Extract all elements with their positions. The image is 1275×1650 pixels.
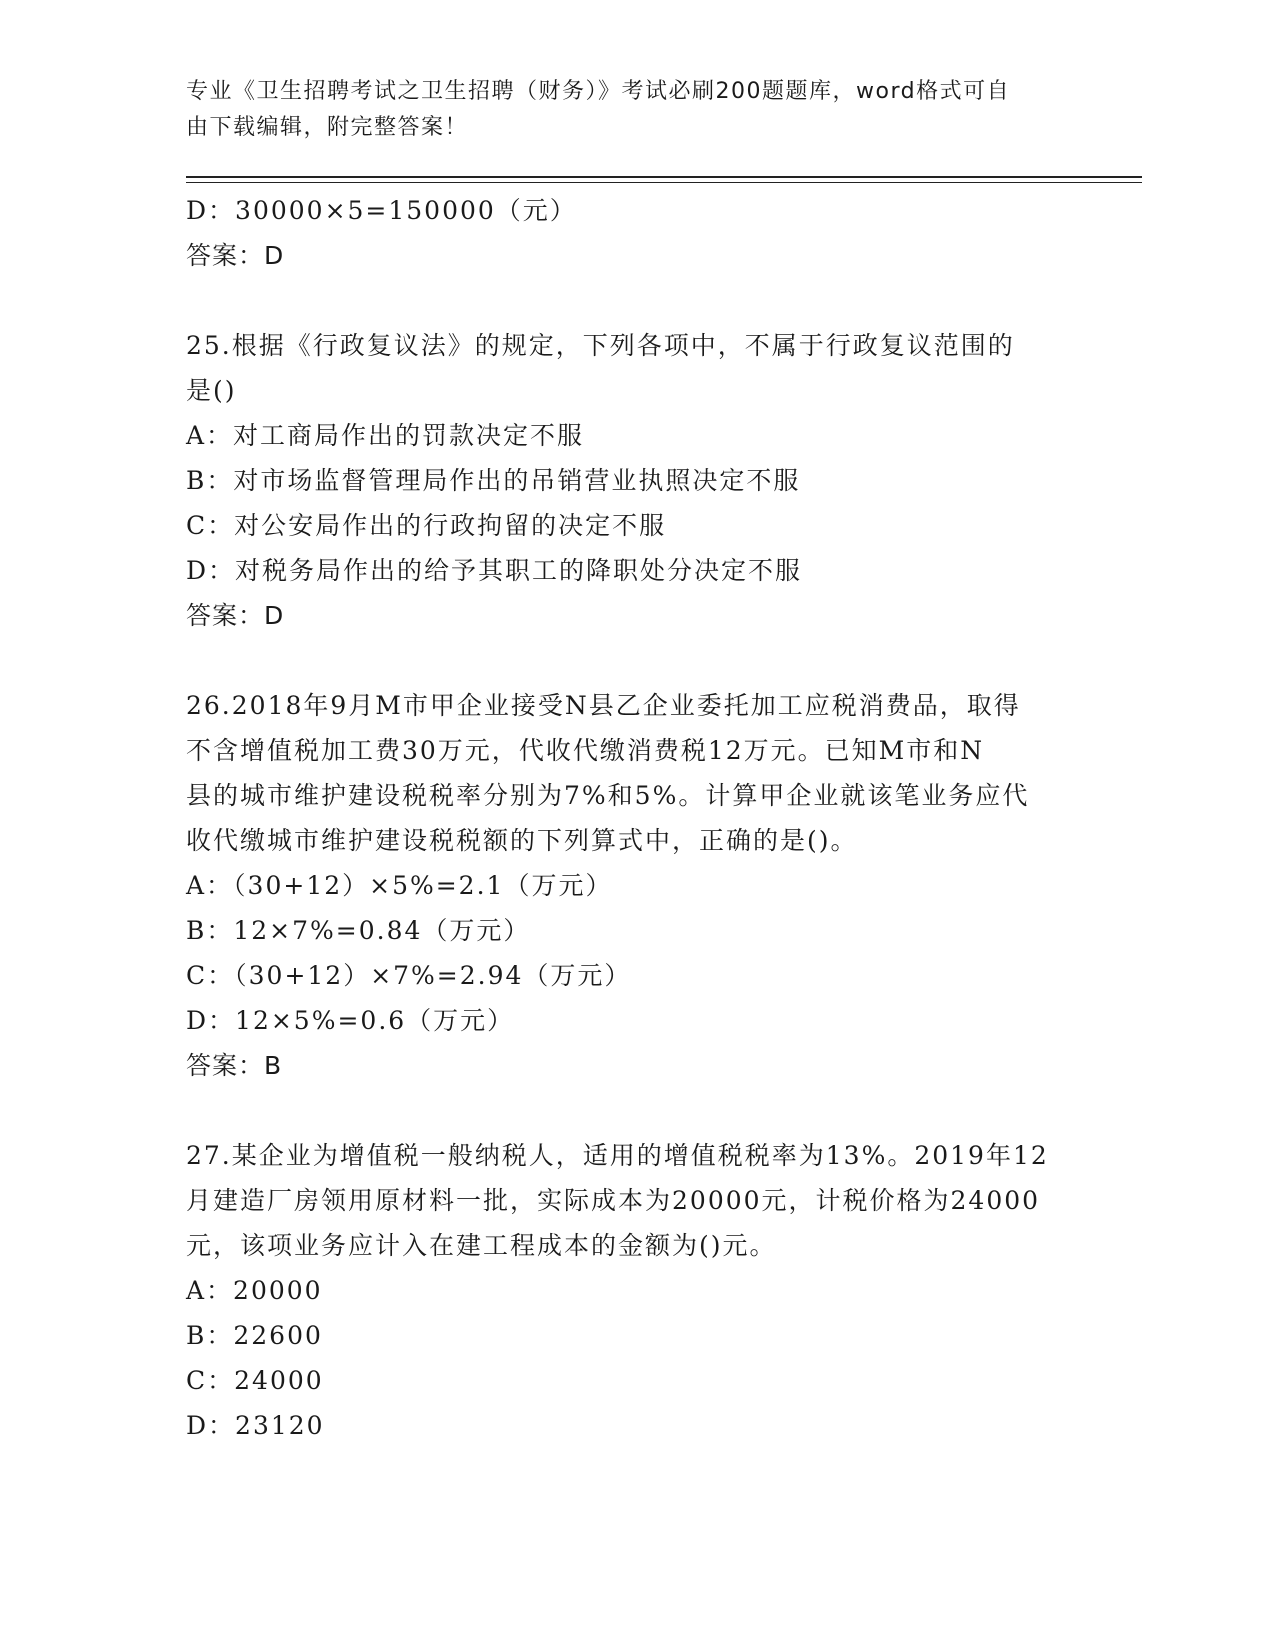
option-d: D：30000×5=150000（元） <box>186 196 577 225</box>
question-stem-line: 27.某企业为增值税一般纳税人，适用的增值税税率为13%。2019年12 <box>186 1141 1049 1170</box>
document-header <box>186 74 1066 146</box>
question-stem-line: 不含增值税加工费30万元，代收代缴消费税12万元。已知M市和N <box>186 736 985 765</box>
answer-line: 答案：B <box>186 1051 283 1080</box>
question-stem-line: 26.2018年9月M市甲企业接受N县乙企业委托加工应税消费品，取得 <box>186 691 1021 720</box>
answer-line: 答案：D <box>186 241 285 270</box>
question-24-tail <box>186 188 1086 278</box>
question-stem-line: 收代缴城市维护建设税税额的下列算式中，正确的是()。 <box>186 826 858 855</box>
option-a: A：对工商局作出的罚款决定不服 <box>186 421 585 450</box>
question-26 <box>186 683 1086 1088</box>
header-line-2: 由下载编辑，附完整答案！ <box>186 115 469 140</box>
document-body <box>186 188 1086 1448</box>
header-divider-thick <box>186 176 1142 178</box>
option-b: B：对市场监督管理局作出的吊销营业执照决定不服 <box>186 466 801 495</box>
option-d: D：23120 <box>186 1411 325 1440</box>
question-stem-line: 元，该项业务应计入在建工程成本的金额为()元。 <box>186 1231 777 1260</box>
spacer <box>186 638 1086 683</box>
question-stem-line: 是() <box>186 376 237 405</box>
option-c: C：24000 <box>186 1366 324 1395</box>
spacer <box>186 278 1086 323</box>
question-27 <box>186 1133 1086 1448</box>
option-d: D：对税务局作出的给予其职工的降职处分决定不服 <box>186 556 803 585</box>
option-b: B：12×7%=0.84（万元） <box>186 916 531 945</box>
option-d: D：12×5%=0.6（万元） <box>186 1006 515 1035</box>
option-a: A：20000 <box>186 1276 323 1305</box>
option-c: C：（30+12）×7%=2.94（万元） <box>186 961 632 990</box>
spacer <box>186 1088 1086 1133</box>
header-line-1: 专业《卫生招聘考试之卫生招聘（财务）》考试必刷200题题库，word格式可自 <box>186 79 1011 104</box>
question-stem-line: 25.根据《行政复议法》的规定，下列各项中，不属于行政复议范围的 <box>186 331 1015 360</box>
option-c: C：对公安局作出的行政拘留的决定不服 <box>186 511 667 540</box>
question-stem-line: 县的城市维护建设税税率分别为7%和5%。计算甲企业就该笔业务应代 <box>186 781 1030 810</box>
option-b: B：22600 <box>186 1321 323 1350</box>
question-stem-line: 月建造厂房领用原材料一批，实际成本为20000元，计税价格为24000 <box>186 1186 1041 1215</box>
option-a: A：（30+12）×5%=2.1（万元） <box>186 871 613 900</box>
question-25 <box>186 323 1086 638</box>
header-divider-thin <box>186 182 1142 183</box>
answer-line: 答案：D <box>186 601 285 630</box>
